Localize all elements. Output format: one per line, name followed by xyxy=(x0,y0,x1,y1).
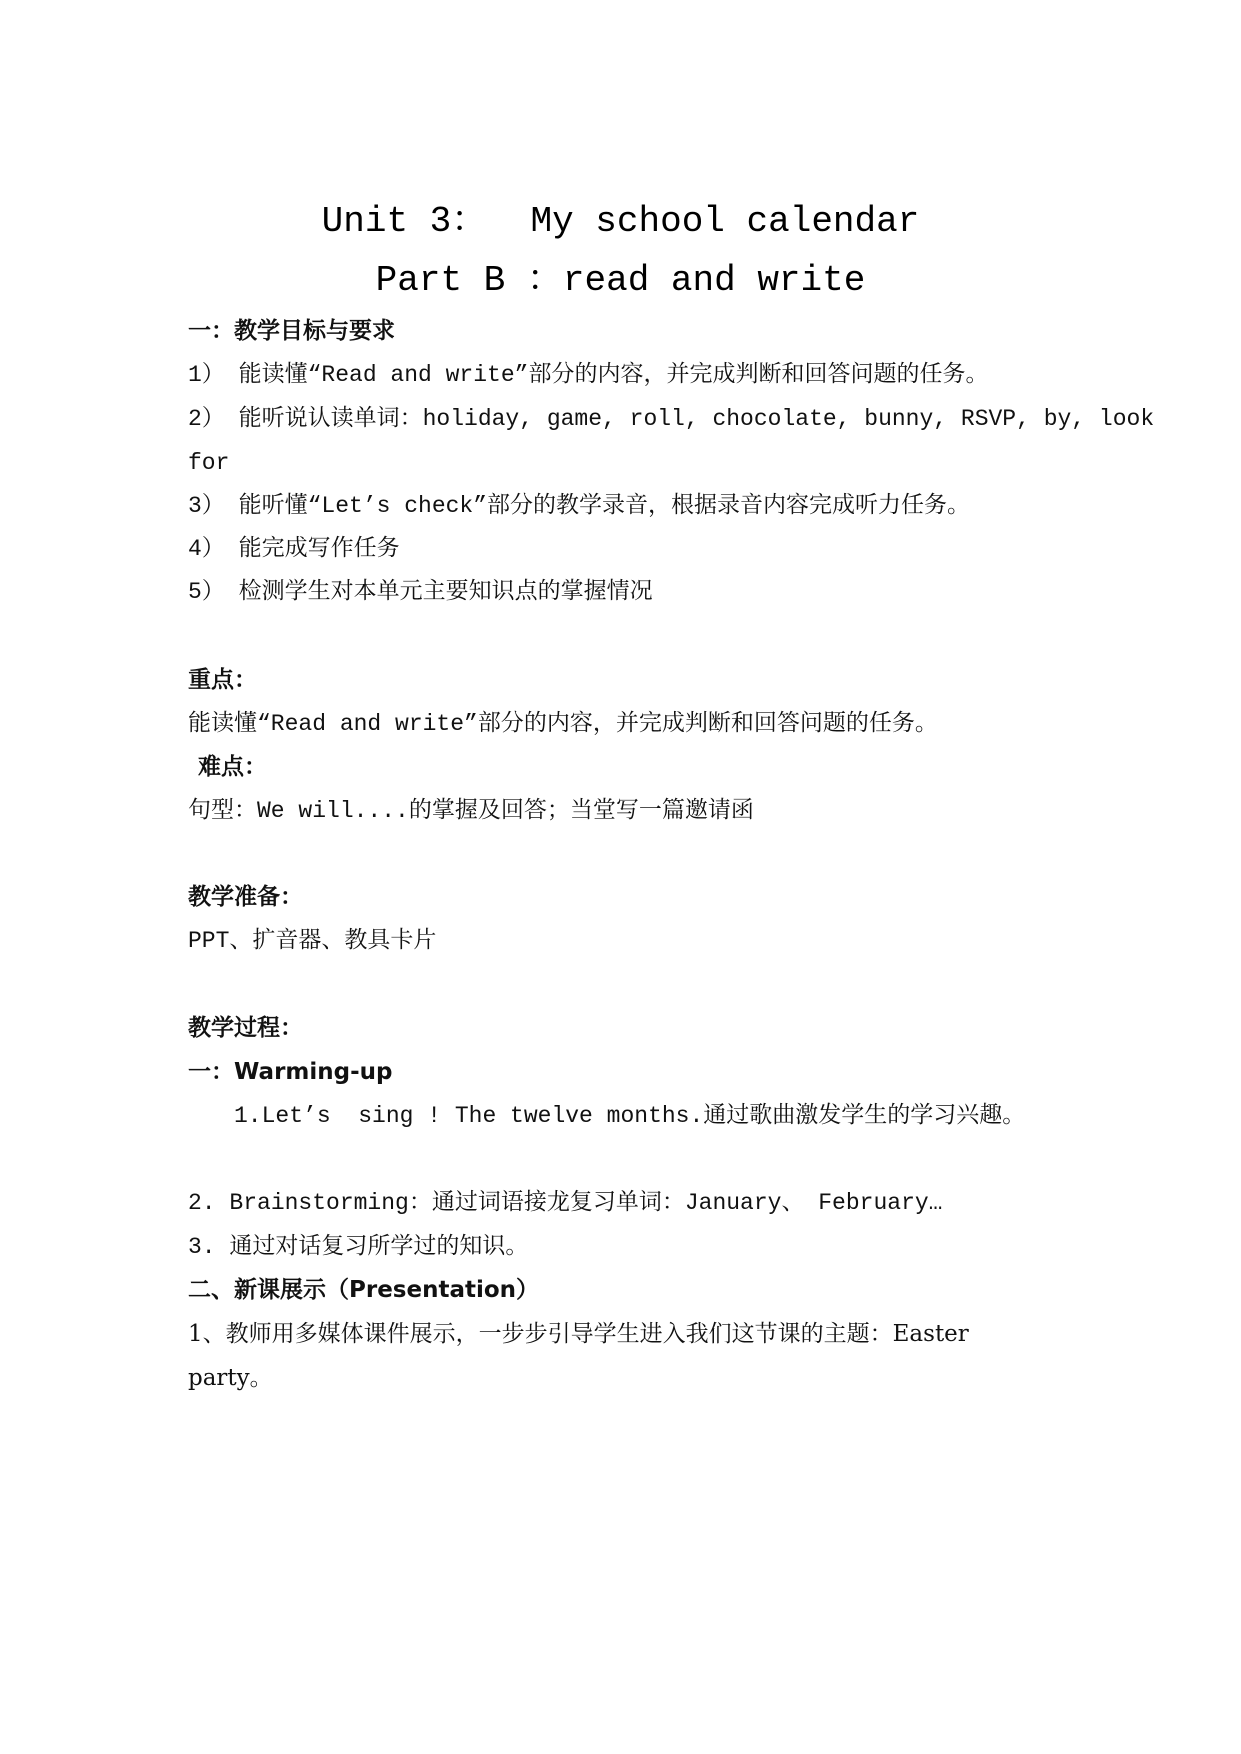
objective-item-2-continued: for xyxy=(188,450,230,476)
key-point-heading: 重点： xyxy=(188,667,257,693)
section-heading-objectives: 一：教学目标与要求 xyxy=(188,318,395,344)
warmup-step-2: 2. Brainstorming：通过词语接龙复习单词：January、 February… xyxy=(188,1190,943,1216)
presentation-heading: 二、新课展示（Presentation） xyxy=(188,1277,540,1303)
objective-item-3: 3） 能听懂“Let’s check”部分的教学录音，根据录音内容完成听力任务。 xyxy=(188,493,971,519)
prep-text: PPT、扩音器、教具卡片 xyxy=(188,928,437,954)
presentation-step-1-continued: party。 xyxy=(188,1365,273,1391)
difficulty-heading: 难点： xyxy=(198,754,267,780)
objective-item-2: 2） 能听说认读单词：holiday, game, roll, chocolate, bunny, RSVP, by, look xyxy=(188,406,1155,432)
key-point-text: 能读懂“Read and write”部分的内容，并完成判断和回答问题的任务。 xyxy=(188,711,938,737)
objective-item-4: 4） 能完成写作任务 xyxy=(188,536,400,562)
document-subtitle: Part B ：read and write xyxy=(375,260,866,301)
warmup-step-1: 1.Let’s sing ! The twelve months.通过歌曲激发学生的学习兴趣。 xyxy=(234,1103,1026,1129)
document-title: Unit 3： My school calendar xyxy=(321,201,920,242)
process-heading: 教学过程： xyxy=(188,1015,303,1041)
presentation-step-1: 1、教师用多媒体课件展示，一步步引导学生进入我们这节课的主题：Easter xyxy=(188,1321,969,1347)
warmup-step-3: 3. 通过对话复习所学过的知识。 xyxy=(188,1234,529,1260)
difficulty-text: 句型：We will....的掌握及回答；当堂写一篇邀请函 xyxy=(188,798,754,824)
objective-item-1: 1） 能读懂“Read and write”部分的内容，并完成判断和回答问题的任务。 xyxy=(188,362,989,388)
objective-item-5: 5） 检测学生对本单元主要知识点的掌握情况 xyxy=(188,579,653,605)
prep-heading: 教学准备： xyxy=(188,884,303,910)
warmup-heading: 一：Warming-up xyxy=(188,1059,393,1085)
